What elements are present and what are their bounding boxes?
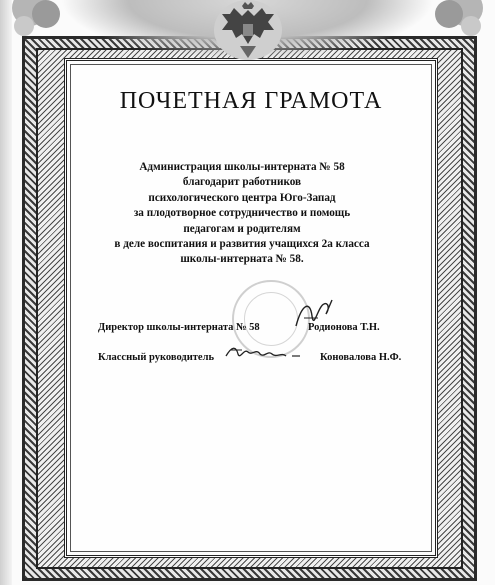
body-line: в деле воспитания и развития учащихся 2а класса <box>114 238 370 251</box>
body-line: педагогам и родителям <box>183 222 301 235</box>
corner-ornament-left-icon <box>10 0 70 60</box>
director-handwritten-signature <box>292 296 336 336</box>
certificate-title: ПОЧЕТНАЯ ГРАМОТА <box>119 88 383 114</box>
body-line: Администрация школы-интерната № 58 <box>139 161 345 173</box>
body-line: психологического центра Юго-Запад <box>148 191 336 204</box>
certificate-body <box>92 160 392 268</box>
signature-name-teacher: Коновалова Н.Ф. <box>320 352 402 363</box>
body-line: школы-интерната № 58. <box>180 253 304 266</box>
corner-ornament-right-icon <box>425 0 485 60</box>
scan-shadow-edge <box>0 0 12 585</box>
body-line: за плодотворное сотрудничество и помощь <box>133 207 351 220</box>
signature-role-director: Директор школы-интерната № 58 <box>98 322 260 333</box>
body-line: благодарит работников <box>182 176 302 189</box>
teacher-handwritten-signature <box>224 340 314 366</box>
double-headed-eagle-icon <box>212 0 284 64</box>
official-stamp-inner-ring <box>244 292 298 346</box>
signature-role-teacher: Классный руководитель <box>98 352 215 363</box>
signature-name-director: Родионова Т.Н. <box>308 322 380 333</box>
